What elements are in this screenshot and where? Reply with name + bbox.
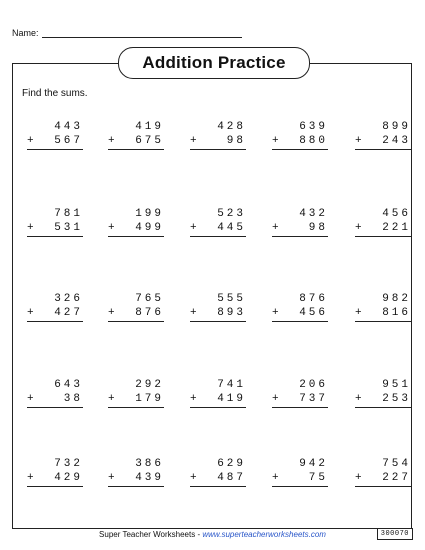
addition-problem — [27, 292, 83, 322]
addition-problem — [190, 207, 246, 237]
addend-top: 386 — [135, 458, 164, 470]
plus-sign: + — [108, 135, 115, 147]
addend-bottom: 737 — [299, 393, 328, 405]
plus-sign: + — [190, 307, 197, 319]
addition-problem — [27, 378, 83, 408]
addend-top: 326 — [54, 293, 83, 305]
addend-top: 443 — [54, 121, 83, 133]
answer-line[interactable] — [27, 236, 83, 237]
addend-bottom: 179 — [135, 393, 164, 405]
addend-top: 754 — [382, 458, 411, 470]
addition-problem — [27, 120, 83, 150]
addition-problem — [272, 207, 328, 237]
instructions: Find the sums. — [22, 88, 88, 99]
answer-line[interactable] — [355, 486, 411, 487]
addend-bottom: 221 — [382, 222, 411, 234]
addend-top: 765 — [135, 293, 164, 305]
footer-text: Super Teacher Worksheets - — [99, 530, 203, 539]
answer-line[interactable] — [108, 407, 164, 408]
plus-sign: + — [190, 472, 197, 484]
addend-bottom: 75 — [308, 472, 328, 484]
addend-bottom: 243 — [382, 135, 411, 147]
addend-bottom: 487 — [217, 472, 246, 484]
answer-line[interactable] — [272, 407, 328, 408]
plus-sign: + — [272, 135, 279, 147]
name-line[interactable] — [42, 28, 242, 38]
addend-top: 951 — [382, 379, 411, 391]
addition-problem — [355, 120, 411, 150]
answer-line[interactable] — [27, 407, 83, 408]
answer-line[interactable] — [27, 321, 83, 322]
addend-top: 639 — [299, 121, 328, 133]
plus-sign: + — [190, 135, 197, 147]
name-field-row — [12, 28, 242, 38]
plus-sign: + — [108, 393, 115, 405]
answer-line[interactable] — [108, 321, 164, 322]
addition-problem — [108, 378, 164, 408]
addend-bottom: 531 — [54, 222, 83, 234]
addend-bottom: 816 — [382, 307, 411, 319]
addend-top: 292 — [135, 379, 164, 391]
addend-top: 629 — [217, 458, 246, 470]
plus-sign: + — [355, 222, 362, 234]
answer-line[interactable] — [108, 236, 164, 237]
answer-line[interactable] — [108, 486, 164, 487]
addend-top: 982 — [382, 293, 411, 305]
addend-top: 942 — [299, 458, 328, 470]
addition-problem — [190, 120, 246, 150]
addend-top: 432 — [299, 208, 328, 220]
addition-problem — [355, 457, 411, 487]
addend-bottom: 419 — [217, 393, 246, 405]
plus-sign: + — [355, 135, 362, 147]
addend-bottom: 429 — [54, 472, 83, 484]
addend-bottom: 227 — [382, 472, 411, 484]
addend-bottom: 427 — [54, 307, 83, 319]
plus-sign: + — [190, 222, 197, 234]
addition-problem — [190, 457, 246, 487]
addition-problem — [190, 292, 246, 322]
addend-top: 741 — [217, 379, 246, 391]
addition-problem — [272, 120, 328, 150]
answer-line[interactable] — [190, 486, 246, 487]
plus-sign: + — [272, 472, 279, 484]
addend-top: 643 — [54, 379, 83, 391]
answer-line[interactable] — [190, 407, 246, 408]
answer-line[interactable] — [272, 321, 328, 322]
addition-problem — [108, 120, 164, 150]
addition-problem — [272, 457, 328, 487]
answer-line[interactable] — [272, 486, 328, 487]
plus-sign: + — [108, 472, 115, 484]
plus-sign: + — [27, 307, 34, 319]
addend-top: 456 — [382, 208, 411, 220]
footer — [0, 530, 425, 539]
name-label: Name: — [12, 28, 39, 38]
addend-bottom: 439 — [135, 472, 164, 484]
plus-sign: + — [272, 222, 279, 234]
addend-top: 428 — [217, 121, 246, 133]
addend-top: 876 — [299, 293, 328, 305]
answer-line[interactable] — [272, 236, 328, 237]
addend-bottom: 38 — [63, 393, 83, 405]
addend-bottom: 893 — [217, 307, 246, 319]
addend-top: 199 — [135, 208, 164, 220]
addition-problem — [190, 378, 246, 408]
answer-line[interactable] — [108, 149, 164, 150]
addend-top: 206 — [299, 379, 328, 391]
worksheet-title: Addition Practice — [118, 47, 310, 79]
answer-line[interactable] — [27, 149, 83, 150]
addend-bottom: 98 — [308, 222, 328, 234]
addend-bottom: 567 — [54, 135, 83, 147]
addition-problem — [272, 292, 328, 322]
plus-sign: + — [27, 222, 34, 234]
plus-sign: + — [27, 472, 34, 484]
addition-problem — [355, 292, 411, 322]
addition-problem — [355, 207, 411, 237]
answer-line[interactable] — [190, 236, 246, 237]
addition-problem — [355, 378, 411, 408]
answer-line[interactable] — [355, 149, 411, 150]
addend-top: 419 — [135, 121, 164, 133]
addend-bottom: 98 — [226, 135, 246, 147]
addend-bottom: 445 — [217, 222, 246, 234]
plus-sign: + — [190, 393, 197, 405]
plus-sign: + — [272, 393, 279, 405]
addend-bottom: 499 — [135, 222, 164, 234]
plus-sign: + — [355, 393, 362, 405]
answer-line[interactable] — [190, 149, 246, 150]
plus-sign: + — [272, 307, 279, 319]
addend-bottom: 880 — [299, 135, 328, 147]
addition-problem — [27, 457, 83, 487]
plus-sign: + — [355, 307, 362, 319]
plus-sign: + — [27, 135, 34, 147]
addition-problem — [108, 207, 164, 237]
worksheet-code: 300070 — [377, 528, 413, 540]
answer-line[interactable] — [355, 236, 411, 237]
addend-top: 899 — [382, 121, 411, 133]
answer-line[interactable] — [272, 149, 328, 150]
answer-line[interactable] — [355, 321, 411, 322]
addition-problem — [27, 207, 83, 237]
plus-sign: + — [108, 307, 115, 319]
addition-problem — [272, 378, 328, 408]
plus-sign: + — [355, 472, 362, 484]
addend-top: 523 — [217, 208, 246, 220]
footer-url[interactable]: www.superteacherworksheets.com — [202, 530, 326, 539]
addend-bottom: 876 — [135, 307, 164, 319]
answer-line[interactable] — [27, 486, 83, 487]
plus-sign: + — [27, 393, 34, 405]
addend-bottom: 456 — [299, 307, 328, 319]
addition-problem — [108, 457, 164, 487]
answer-line[interactable] — [190, 321, 246, 322]
addend-bottom: 675 — [135, 135, 164, 147]
plus-sign: + — [108, 222, 115, 234]
addend-top: 781 — [54, 208, 83, 220]
addition-problem — [108, 292, 164, 322]
addend-top: 732 — [54, 458, 83, 470]
answer-line[interactable] — [355, 407, 411, 408]
addend-top: 555 — [217, 293, 246, 305]
addend-bottom: 253 — [382, 393, 411, 405]
